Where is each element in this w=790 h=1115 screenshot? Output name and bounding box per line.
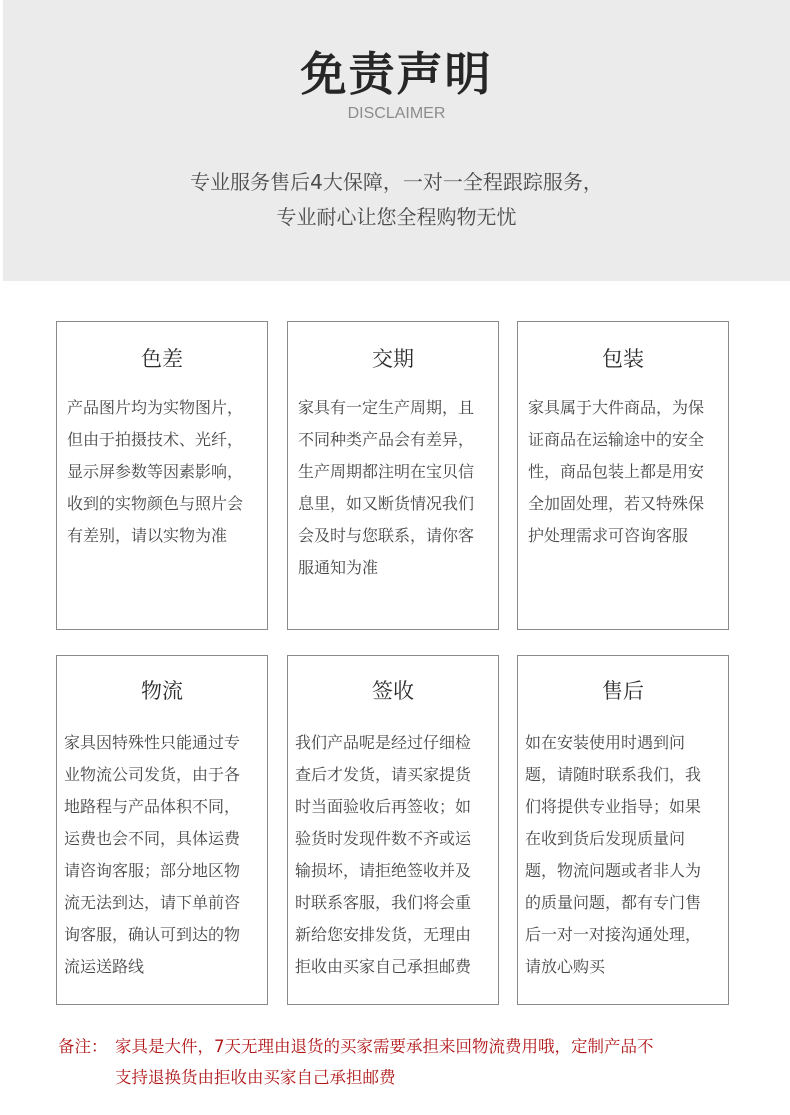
card-title: 物流 — [141, 679, 183, 703]
card-body — [298, 392, 492, 584]
card-title: 售后 — [602, 679, 644, 703]
card-line: 如在安装使用时遇到问 — [525, 733, 686, 752]
tagline-line-1: 专业服务售后4大保障，一对一全程跟踪服务， — [190, 170, 603, 194]
card-line: 服通知为准 — [298, 558, 379, 577]
card-line: 题，物流问题或者非人为 — [525, 861, 702, 880]
card-line: 验货时发现件数不齐或运 — [295, 829, 472, 848]
remark-line-1: 家具是大件，7天无理由退货的买家需要承担来回物流费用哦，定制产品不 — [115, 1037, 654, 1056]
remark-text — [115, 1031, 745, 1093]
remark-label: 备注： — [58, 1037, 108, 1056]
card-line: 但由于拍摄技术、光纤， — [67, 430, 244, 449]
card-line: 们将提供专业指导；如果 — [525, 797, 702, 816]
card-line: 流无法到达，请下单前咨 — [64, 893, 241, 912]
card-line: 业物流公司发货，由于各 — [64, 765, 241, 784]
card-line: 护处理需求可咨询客服 — [528, 526, 689, 545]
card-line: 新给您安排发货，无理由 — [295, 925, 472, 944]
card-line: 的质量问题，都有专门售 — [525, 893, 702, 912]
card-line: 我们产品呢是经过仔细检 — [295, 733, 472, 752]
card-line: 全加固处理，若又特殊保 — [528, 494, 705, 513]
card-body — [67, 392, 261, 552]
card-line: 询客服，确认可到达的物 — [64, 925, 241, 944]
page-subtitle: DISCLAIMER — [347, 105, 446, 122]
card-delivery-time — [287, 321, 499, 630]
card-line: 运费也会不同，具体运费 — [64, 829, 241, 848]
card-line: 息里，如又断货情况我们 — [298, 494, 475, 513]
card-packaging — [517, 321, 729, 630]
card-line: 流运送路线 — [64, 957, 145, 976]
card-title: 包装 — [602, 347, 644, 371]
card-line: 地路程与产品体积不同， — [64, 797, 241, 816]
card-line: 在收到货后发现质量问 — [525, 829, 686, 848]
card-line: 家具有一定生产周期，且 — [298, 398, 475, 417]
card-line: 产品图片均为实物图片， — [67, 398, 244, 417]
card-title: 色差 — [141, 347, 183, 371]
card-line: 家具因特殊性只能通过专 — [64, 733, 241, 752]
card-after-sales — [517, 655, 729, 1005]
card-line: 家具属于大件商品，为保 — [528, 398, 705, 417]
card-line: 不同种类产品会有差异， — [298, 430, 475, 449]
card-color-difference — [56, 321, 268, 630]
header-banner — [3, 0, 790, 281]
card-body — [295, 727, 494, 983]
card-body — [525, 727, 724, 983]
card-logistics — [56, 655, 268, 1005]
card-body — [64, 727, 263, 983]
card-sign-for — [287, 655, 499, 1005]
card-line: 请咨询客服；部分地区物 — [64, 861, 241, 880]
card-line: 输损坏，请拒绝签收并及 — [295, 861, 472, 880]
card-line: 题，请随时联系我们，我 — [525, 765, 702, 784]
card-line: 性，商品包装上都是用安 — [528, 462, 705, 481]
tagline-line-2: 专业耐心让您全程购物无忧 — [276, 205, 517, 229]
remark-line-2: 支持退换货由拒收由买家自己承担邮费 — [115, 1068, 396, 1087]
card-line: 查后才发货，请买家提货 — [295, 765, 472, 784]
card-line: 有差别，请以实物为准 — [67, 526, 228, 545]
card-line: 收到的实物颜色与照片会 — [67, 494, 244, 513]
card-line: 证商品在运输途中的安全 — [528, 430, 705, 449]
card-line: 会及时与您联系，请你客 — [298, 526, 475, 545]
card-line: 时联系客服，我们将会重 — [295, 893, 472, 912]
card-line: 时当面验收后再签收；如 — [295, 797, 472, 816]
card-line: 后一对一对接沟通处理， — [525, 925, 702, 944]
card-line: 请放心购买 — [525, 957, 606, 976]
card-body — [528, 392, 722, 552]
card-line: 拒收由买家自己承担邮费 — [295, 957, 472, 976]
page-title: 免责声明 — [300, 47, 493, 101]
card-title: 交期 — [372, 347, 414, 371]
card-line: 显示屏参数等因素影响， — [67, 462, 244, 481]
card-title: 签收 — [372, 679, 414, 703]
card-line: 生产周期都注明在宝贝信 — [298, 462, 475, 481]
